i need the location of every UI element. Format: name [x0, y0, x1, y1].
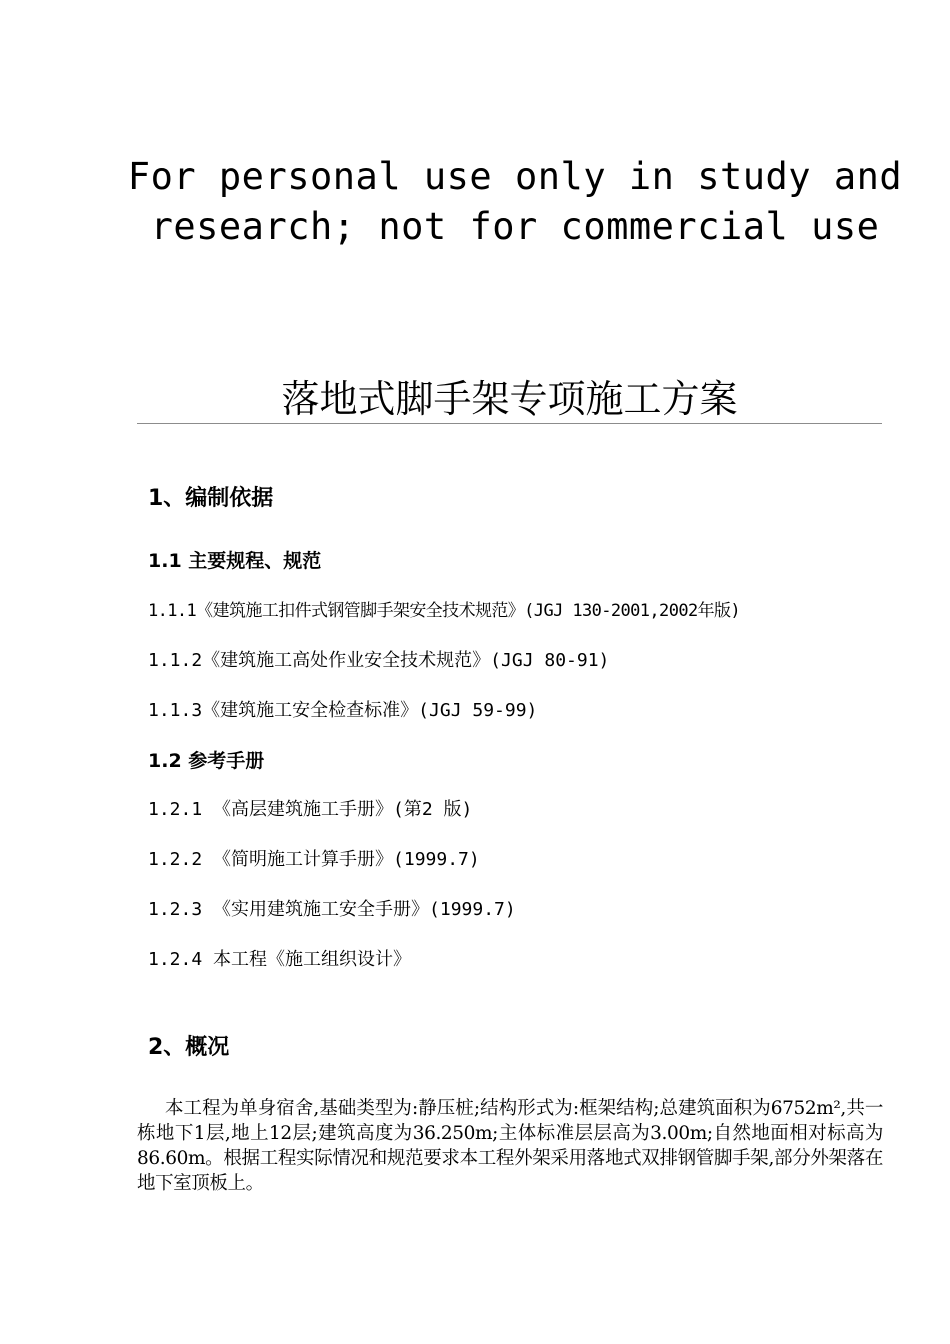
subsection-1-1-heading: 1.1 主要规程、规范: [148, 550, 322, 572]
reference-item: 1.1.3《建筑施工安全检查标准》(JGJ 59-99): [148, 700, 538, 721]
title-divider: [137, 423, 882, 424]
reference-item: 1.1.1《建筑施工扣件式钢管脚手架安全技术规范》(JGJ 130-2001,2002年版): [148, 601, 741, 621]
reference-item: 1.1.2《建筑施工高处作业安全技术规范》(JGJ 80-91): [148, 650, 610, 671]
section-1-heading: 1、编制依据: [148, 486, 274, 511]
reference-item: 1.2.1 《高层建筑施工手册》(第2 版): [148, 799, 473, 820]
reference-item: 1.2.4 本工程《施工组织设计》: [148, 949, 412, 970]
disclaimer-line-2: research; not for commercial use: [150, 205, 880, 248]
section-2-heading: 2、概况: [148, 1035, 230, 1060]
disclaimer-line-1: For personal use only in study and: [127, 155, 903, 198]
overview-paragraph: 本工程为单身宿舍,基础类型为:静压桩;结构形式为:框架结构;总建筑面积为6752m²,共一栋地下1层,地上12层;建筑高度为36.250m;主体标准层层高为3.00m;自然地面相对标高为86.60m。根据工程实际情况和规范要求本工程外架采用落地式双排钢管脚手架,部分外架落在地下室顶板上。: [137, 1098, 883, 1194]
reference-item: 1.2.3 《实用建筑施工安全手册》(1999.7): [148, 899, 516, 920]
subsection-1-2-heading: 1.2 参考手册: [148, 750, 265, 772]
disclaimer-watermark: [120, 152, 910, 252]
reference-item: 1.2.2 《简明施工计算手册》(1999.7): [148, 849, 480, 870]
document-title: 落地式脚手架专项施工方案: [281, 377, 738, 421]
